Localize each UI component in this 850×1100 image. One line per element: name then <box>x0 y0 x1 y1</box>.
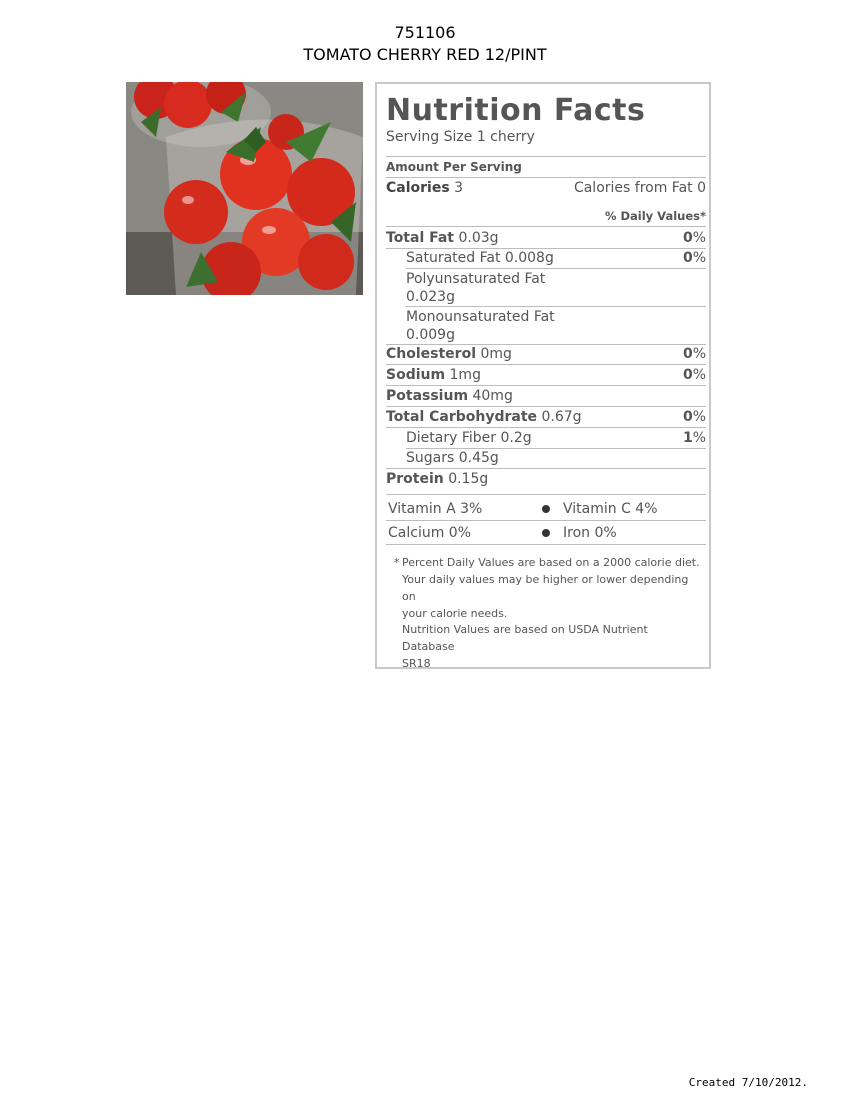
monounsaturated-fat-row <box>406 308 706 344</box>
vitamin-a: Vitamin A 3% <box>388 501 483 517</box>
protein-label: Protein <box>386 471 444 487</box>
divider <box>386 344 706 345</box>
total-carbohydrate-pct: 0 <box>682 409 693 425</box>
sodium-label: Sodium <box>386 367 446 383</box>
dietary-fiber-row <box>406 430 706 446</box>
saturated-fat-label: Saturated Fat 0.008g <box>406 250 554 266</box>
divider <box>386 406 706 407</box>
footnote-line: Percent Daily Values are based on a 2000 calorie diet. <box>402 556 700 569</box>
footnote-line: your calorie needs. <box>402 607 508 620</box>
polyunsaturated-fat-label: Polyunsaturated Fat <box>406 271 546 287</box>
iron: Iron 0% <box>563 525 617 541</box>
pct-sign: % <box>692 230 706 246</box>
dietary-fiber-pct: 1 <box>682 430 693 446</box>
saturated-fat-pct: 0 <box>682 250 693 266</box>
calories-from-fat: Calories from Fat 0 <box>573 180 706 196</box>
footnote-star: * <box>394 556 400 569</box>
potassium-value: 40mg <box>468 388 513 404</box>
pct-sign: % <box>692 409 706 425</box>
divider <box>386 248 706 249</box>
cholesterol-pct: 0 <box>682 346 693 362</box>
nutrition-facts-title: Nutrition Facts <box>386 93 646 128</box>
polyunsaturated-fat-value: 0.023g <box>406 289 455 305</box>
divider <box>386 494 706 495</box>
dietary-fiber-label: Dietary Fiber 0.2g <box>406 430 532 446</box>
calories-row <box>386 180 706 196</box>
divider <box>386 520 706 521</box>
total-fat-value: 0.03g <box>454 230 499 246</box>
source-line: SR18 <box>402 657 431 670</box>
protein-value: 0.15g <box>443 471 489 487</box>
source-note <box>402 621 702 672</box>
source-line: Nutrition Values are based on USDA Nutrient Database <box>402 623 648 653</box>
sodium-pct: 0 <box>682 367 693 383</box>
sugars-row <box>406 450 706 466</box>
sugars-label: Sugars 0.45g <box>406 450 499 466</box>
calories-label: Calories <box>386 180 450 196</box>
created-date: Created 7/10/2012. <box>688 1076 808 1089</box>
vitamin-c: Vitamin C 4% <box>563 501 658 517</box>
divider <box>386 364 706 365</box>
total-fat-pct: 0 <box>682 230 693 246</box>
footnote <box>402 554 702 622</box>
sodium-value: 1mg <box>445 367 481 383</box>
divider <box>386 427 706 428</box>
bullet-icon <box>542 529 550 537</box>
divider <box>406 268 706 269</box>
cherry-tomatoes-photo <box>126 82 363 295</box>
cholesterol-row <box>386 346 706 362</box>
nutrition-facts-panel <box>375 82 711 669</box>
pct-sign: % <box>692 346 706 362</box>
divider <box>386 177 706 178</box>
divider <box>386 156 706 157</box>
total-fat-row <box>386 230 706 246</box>
calories-value: 3 <box>449 180 464 196</box>
divider <box>406 306 706 307</box>
product-code: 751106 <box>394 23 456 42</box>
pct-sign: % <box>692 367 706 383</box>
polyunsaturated-fat-row <box>406 270 706 306</box>
sodium-row <box>386 367 706 383</box>
footnote-line: Your daily values may be higher or lower depending on <box>402 573 689 603</box>
calcium: Calcium 0% <box>388 525 472 541</box>
divider <box>386 544 706 545</box>
amount-per-serving: Amount Per Serving <box>386 160 522 174</box>
serving-size: Serving Size 1 cherry <box>386 129 535 145</box>
total-carbohydrate-row <box>386 409 706 425</box>
daily-values-header: % Daily Values* <box>604 209 706 223</box>
bullet-icon <box>542 505 550 513</box>
protein-row <box>386 471 706 487</box>
potassium-label: Potassium <box>386 388 469 404</box>
saturated-fat-row <box>406 250 706 266</box>
product-name: TOMATO CHERRY RED 12/PINT <box>303 45 547 64</box>
page-header <box>0 22 850 66</box>
total-fat-label: Total Fat <box>386 230 455 246</box>
cholesterol-label: Cholesterol <box>386 346 476 362</box>
total-carbohydrate-value: 0.67g <box>537 409 582 425</box>
pct-sign: % <box>692 430 706 446</box>
cholesterol-value: 0mg <box>476 346 512 362</box>
divider <box>386 468 706 469</box>
divider <box>386 226 706 227</box>
divider <box>386 385 706 386</box>
monounsaturated-fat-label: Monounsaturated Fat <box>406 309 555 325</box>
potassium-row <box>386 388 706 404</box>
total-carbohydrate-label: Total Carbohydrate <box>386 409 538 425</box>
pct-sign: % <box>692 250 706 266</box>
divider <box>406 448 706 449</box>
monounsaturated-fat-value: 0.009g <box>406 327 455 343</box>
